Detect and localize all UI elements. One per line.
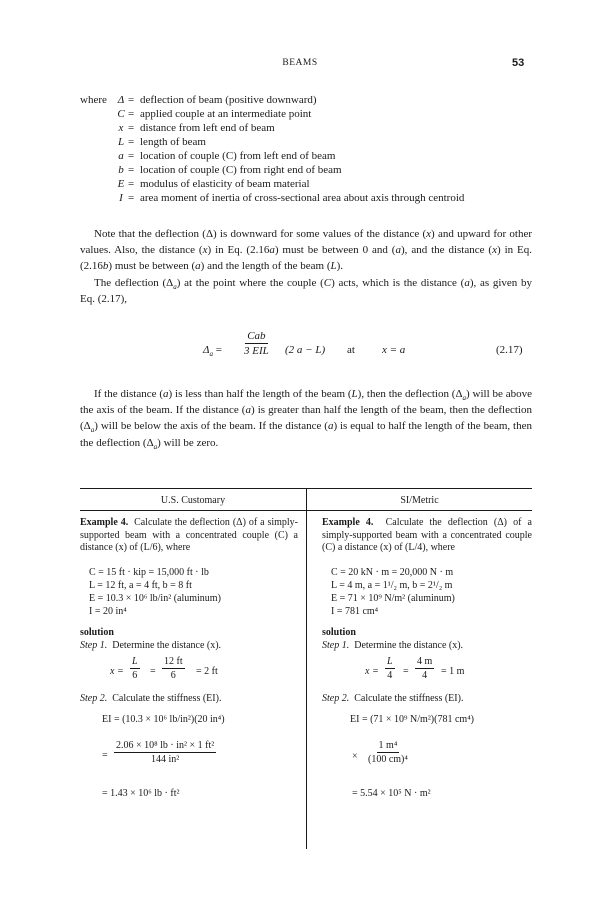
where-symbol: a [118,150,124,162]
example-statement-si: Example 4. Calculate the deflection (Δ) of a simply-supported beam with a concentrated couple (C) a distance (x) of (L/4), where [322,517,532,553]
equals-sign: = [128,178,135,190]
distance-calculation-si: x = $\frac{L}{4}$ = $\frac{4 m}{4}$ = 1 m [365,656,465,681]
equals-sign: = [128,94,135,106]
where-definition: area moment of inertia of cross-sectional area about axis through centroid [140,192,465,204]
where-symbol: I [119,192,123,204]
where-definition: length of beam [140,136,206,148]
solution-label: solution [80,627,114,638]
where-row [80,122,540,136]
column-header-us: U.S. Customary [160,495,226,506]
eq-numerator: Cab [247,330,266,342]
stiffness-line-us: EI = (10.3 × 10⁶ lb/in²)(20 in⁴) [102,714,225,725]
equals-sign: = [128,192,135,204]
stiffness-line-si: EI = (71 × 10⁹ N/m²)(781 cm⁴) [350,714,475,725]
given-line: E = 71 × 10⁹ N/m² (aluminum) [331,593,455,604]
eq-fraction [242,330,271,357]
where-row [80,94,540,108]
eq-number: (2.17) [496,344,523,356]
stiffness-fraction-si: × $\frac{\text{1 m⁴}}{\text{(100 cm)⁴}}$ [352,740,408,765]
where-symbol: x [118,122,124,134]
given-line: C = 20 kN · m = 20,000 N · m [331,567,454,578]
given-line: L = 4 m, a = 1¹/₂ m, b = 2¹/₂ m [331,580,453,591]
paragraph-deflection-sign: If the distance (a) is less than half the length of the beam (L), then the deflection $(\Delta_a)$ will be above the axis of the beam. If the distance (a) is greater than half the length of the beam, then the deflection $(\Delta_a)$ will be below the axis of the beam. If the distance (a) is equal to half the length of the beam, then the deflection $(\Delta_a)$ will be zero. [80,388,533,451]
paragraph-deflection-note: Note that the deflection (Δ) is downward for some values of the distance (x) and upward for other values. Also, the distance (x) in Eq. (2.16a) must be between 0 and (a), and the distance (x) in Eq. (2.16b) must be between (a) and the length of the beam (L). The deflection $(\Delta_a)$ at the point where the couple (C) acts, which is the distance (a), as given by Eq. (2.17), [80,228,533,305]
stiffness-result-us: = 1.43 × 10⁶ lb · ft² [102,788,180,799]
equals-sign: = [128,164,135,176]
where-definition: deflection of beam (positive downward) [140,94,317,106]
distance-calculation-us: x = $\frac{L}{6}$ = $\frac{12 ft}{6}$ = 2 ft [110,656,218,681]
where-definition: distance from left end of beam [140,122,275,134]
stiffness-fraction-us: = $\frac{\text{2.06 × 10⁸ lb · in² × 1 ft²}}{\text{144 in²}}$ [102,740,215,765]
equals-sign: = [128,150,135,162]
step-2-si: Step 2. Calculate the stiffness (EI). [322,693,464,704]
step-1-si: Step 1. Determine the distance (x). [322,640,464,651]
step-2-us: Step 2. Calculate the stiffness (EI). [80,693,222,704]
table-column-divider [306,489,307,849]
eq-condition: x = a [382,344,406,356]
example-statement-us: Example 4. Calculate the deflection (Δ) of a simply-supported beam with a concentrated couple (C) a distance (x) of (L/6), where [80,517,299,553]
given-line: I = 781 cm⁴ [331,606,379,617]
given-line: E = 10.3 × 10⁶ lb/in² (aluminum) [89,593,221,604]
where-definition: modulus of elasticity of beam material [140,178,310,190]
where-symbol: b [118,164,124,176]
where-row [80,136,540,150]
eq-lhs: Δ [203,344,210,356]
eq-condition-at: at [347,344,355,356]
where-symbol: L [117,136,125,148]
where-intro: where [80,94,107,106]
given-line: I = 20 in⁴ [89,606,127,617]
eq-lhs-sub: a [209,350,213,359]
where-row [80,192,540,206]
where-symbol: C [117,108,125,120]
equation-2-17: $\Delta_a$ = Cab 3 EIL (2 a − L) at x = a (2.17) [203,330,523,359]
page-number: 53 [512,57,525,69]
equals-sign: = [128,136,135,148]
where-symbol: Δ [117,94,125,106]
where-row [80,178,540,192]
step-1-us: Step 1. Determine the distance (x). [80,640,222,651]
equals-sign: = [128,122,135,134]
stiffness-result-si: = 5.54 × 10⁵ N · m² [352,788,431,799]
where-symbol: E [117,178,125,190]
where-definition: applied couple at an intermediate point [140,108,312,120]
where-row [80,108,540,122]
given-line: C = 15 ft · kip = 15,000 ft · lb [89,567,209,578]
running-header: BEAMS [282,58,318,68]
eq-denominator: 3 EIL [244,345,269,357]
solution-label: solution [322,627,356,638]
equals-sign: = [128,108,135,120]
where-row [80,164,540,178]
where-row [80,150,540,164]
column-header-si: SI/Metric [400,495,439,506]
where-definition: location of couple (C) from right end of beam [140,164,342,176]
eq-factor: (2 a − L) [285,344,326,356]
given-line: L = 12 ft, a = 4 ft, b = 8 ft [89,580,192,591]
where-definition: location of couple (C) from left end of beam [140,150,336,162]
